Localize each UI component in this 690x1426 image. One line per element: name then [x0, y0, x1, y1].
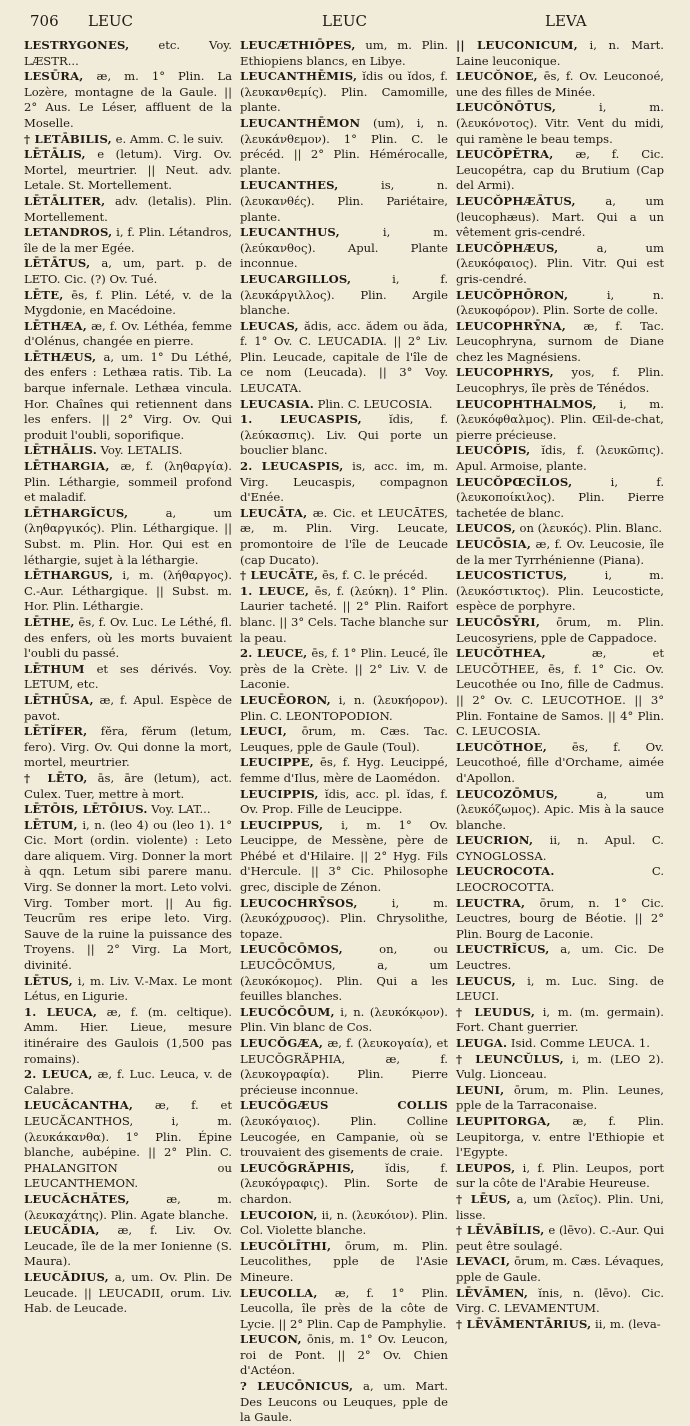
entry-headword: LEUCŎPHÆUS,	[456, 240, 559, 255]
entry-headword: LESŪRA,	[24, 69, 84, 84]
entry-headword: LEUCON,	[240, 1332, 302, 1347]
entry-definition: a, um. Mart. Des Leucons ou Leuques, pple de la Gaule.	[240, 1379, 448, 1425]
dictionary-entry	[240, 568, 448, 584]
entry-definition: Voy. LAT...	[147, 802, 211, 817]
entry-headword: † LĒVĀMENTĀRIUS,	[456, 1316, 592, 1331]
entry-definition: æ, f. (ληθαργία). Plin. Léthargie, sommeil profond et maladif.	[24, 459, 232, 505]
entry-definition: (um), i, n. (λευκάνθεμον). 1° Plin. C. le précéd. || 2° Plin. Hémérocalle, plante.	[240, 115, 448, 177]
entry-headword: LĒTĀLIS,	[24, 147, 86, 162]
dictionary-entry	[456, 1161, 664, 1192]
dictionary-entry	[24, 724, 232, 771]
entry-definition: i, n. Mart. Laine leuconique.	[456, 38, 664, 68]
entry-definition: Voy. LETALIS.	[96, 443, 183, 458]
dictionary-entry	[240, 272, 448, 319]
entry-definition: i, f. Plin. Leupos, port sur la côte de l'Arabie Heureuse.	[456, 1160, 664, 1191]
entry-definition: æ, f. Ov. Léthéa, femme d'Olénus, changée en pierre.	[24, 318, 232, 349]
entry-definition: ōnis, m. 1° Ov. Leucon, roi de Pont. || 2° Ov. Chien d'Actéon.	[240, 1332, 448, 1378]
entry-headword: LEUCIPPUS,	[240, 817, 324, 832]
dictionary-entry	[240, 1332, 448, 1379]
entry-headword: LEUCROCOTA.	[456, 864, 555, 879]
entry-headword: LEUCŎNOE,	[456, 69, 538, 84]
dictionary-entry	[456, 787, 664, 834]
entry-headword: LEUCANTHUS,	[240, 225, 340, 240]
entry-definition: æ. Cic. et LEUCĀTES, æ, m. Plin. Virg. Leucate, promontoire de l'île de Leucade (cap Ducato).	[240, 505, 448, 567]
entry-definition: yos, f. Plin. Leucophrys, île près de Ténédos.	[456, 365, 664, 396]
dictionary-entry	[24, 974, 232, 1005]
dictionary-entry	[456, 365, 664, 396]
entry-definition: æ, m. (λευκαχάτης). Plin. Agate blanche.	[24, 1191, 232, 1222]
entry-definition: ii, m. (leva-	[591, 1316, 661, 1331]
entry-headword: 1. LEUCE,	[240, 583, 310, 598]
entry-definition: (λευκόγαιος). Plin. Colline Leucogée, en Campanie, où se trouvaient des gisements de craie.	[240, 1113, 448, 1160]
dictionary-entry	[456, 646, 664, 740]
dictionary-entry	[456, 1317, 664, 1333]
entry-headword: 1. LEUCASPIS,	[240, 412, 362, 427]
entry-definition: is, acc. im, m. Virg. Leucaspis, compagnon d'Enée.	[240, 459, 448, 505]
entry-headword: LEUCŌCŌMOS,	[240, 942, 343, 957]
entry-headword: LEUCĂCANTHA,	[24, 1098, 134, 1113]
entry-definition: æ, f. Tac. Leucophryna, surnom de Diane chez les Magnésiens.	[456, 318, 664, 364]
entry-headword: LĒTĀTUS,	[24, 256, 91, 271]
dictionary-entry	[24, 225, 232, 256]
dictionary-entry	[456, 1005, 664, 1036]
entry-definition: ĭdis ou ĭdos, f. (λευκανθεμίς). Plin. Camomille, plante.	[240, 69, 448, 115]
columns	[24, 38, 672, 1425]
page-number: 706	[30, 12, 59, 30]
entry-headword: LEUCŌSȲRI,	[456, 614, 541, 629]
entry-definition: æ, f. Plin. Leupitorga, v. entre l'Ethiopie et l'Egypte.	[456, 1113, 664, 1160]
entry-headword: LEUCŎPHŌRON,	[456, 287, 569, 302]
dictionary-entry	[24, 319, 232, 350]
entry-headword: || LEUCONICUM,	[456, 38, 578, 52]
entry-headword: LEVACI,	[456, 1254, 511, 1269]
entry-headword: LEUCOPHRYS,	[456, 365, 554, 380]
entry-definition: ĭdis, f. (λευκῶπις). Apul. Armoise, plante.	[456, 443, 664, 474]
entry-headword: LEUCĀTA,	[240, 505, 308, 520]
entry-headword: LEUCŎGÆUS COLLIS	[240, 1098, 448, 1113]
entry-definition: ōrum, m. Plin. Leucolithes, pple de l'Asie Mineure.	[240, 1238, 448, 1284]
entry-definition: i, n. (λευκήορον). Plin. C. LEONTOPODION.	[240, 692, 448, 723]
dictionary-entry	[240, 412, 448, 459]
entry-headword: † LEUNCŬLUS,	[456, 1051, 564, 1066]
dictionary-entry	[456, 521, 664, 537]
entry-definition: adv. (letalis). Plin. Mortellement.	[24, 193, 232, 224]
entry-definition: ădis, acc. ădem ou ăda, f. 1° Ov. C. LEUCADIA. || 2° Liv. Plin. Leucade, capitale de l'île de ce nom (Leucada). || 3° Voy. LEUCATA.	[240, 318, 448, 396]
dictionary-entry	[456, 864, 664, 895]
entry-definition: ēs, f. (λεύκη). 1° Plin. Laurier tacheté. || 2° Plin. Raifort blanc. || 3° Cels. Tache blanche sur la peau.	[240, 583, 448, 645]
entry-headword: LĒTĬFER,	[24, 724, 88, 739]
entry-definition: e (letum). Virg. Ov. Mortel, meurtrier. || Neut. adv. Letale. St. Mortellement.	[24, 147, 232, 193]
entry-headword: LEUCOCHRȲSOS,	[240, 895, 358, 910]
dictionary-entry	[456, 288, 664, 319]
entry-definition: i, n. (λευκοφόρον). Plin. Sorte de colle.	[456, 287, 664, 318]
entry-definition: ōrum, m. Plin. Leucosyriens, pple de Cappadoce.	[456, 614, 664, 645]
entry-definition: Plin. C. LEUCOSIA.	[313, 396, 433, 411]
dictionary-entry	[24, 147, 232, 194]
dictionary-entry	[456, 1114, 664, 1161]
dictionary-entry	[456, 740, 664, 787]
entry-headword: LEUCŎPĔTRA,	[456, 147, 554, 162]
dictionary-entry	[24, 771, 232, 802]
dictionary-entry	[240, 693, 448, 724]
dictionary-entry	[456, 1052, 664, 1083]
dictionary-entry	[24, 568, 232, 615]
entry-definition: ii, n. (λευκόιον). Plin. Col. Violette blanche.	[240, 1207, 448, 1238]
dictionary-entry	[456, 537, 664, 568]
entry-definition: a, um (ληθαργικός). Plin. Léthargique. || Subst. m. Plin. Hor. Qui est en léthargie, sujet à la léthargie.	[24, 505, 232, 567]
dictionary-entry	[456, 1036, 664, 1052]
entry-definition: a, um. Ov. Plin. De Leucade. || LEUCADII, orum. Liv. Hab. de Leucade.	[24, 1269, 232, 1316]
entry-headword: LEUCAS,	[240, 318, 299, 333]
entry-definition: Isid. Comme LEUCA. 1.	[507, 1036, 650, 1050]
entry-definition: i, m. (λήθαργος). C.-Aur. Léthargique. || Subst. m. Hor. Plin. Léthargie.	[24, 568, 232, 614]
entry-definition: a, um. Cic. De Leuctres.	[456, 942, 664, 973]
entry-headword: LĒTHUM	[24, 661, 85, 676]
dictionary-entry	[24, 459, 232, 506]
entry-headword: LĒTHÆA,	[24, 318, 87, 333]
dictionary-entry	[240, 584, 448, 646]
dictionary-entry	[24, 288, 232, 319]
dictionary-entry	[24, 194, 232, 225]
entry-headword: LEUCUS,	[456, 973, 516, 988]
dictionary-entry	[24, 443, 232, 459]
dictionary-entry	[456, 974, 664, 1005]
entry-definition: et ses dérivés. Voy. LETUM, etc.	[24, 661, 232, 692]
entry-definition: ĭnis, n. (lēvo). Cic. Virg. C. LEVAMENTUM.	[456, 1285, 664, 1316]
entry-headword: LEUCTRĬCUS,	[456, 942, 550, 957]
entry-definition: i, m. 1° Ov. Leucippe, de Messène, père de Phébé et d'Hilaire. || 2° Hyg. Fils d'Hercule. || 3° Cic. Philosophe grec, disciple de Zénon.	[240, 817, 448, 895]
dictionary-entry	[456, 1286, 664, 1317]
entry-definition: ōrum, m. Cæs. Tac. Leuques, pple de Gaule (Toul).	[240, 724, 448, 754]
center-guide-word: LEUC	[322, 12, 368, 30]
entry-definition: ēs, f. Ov. Leucothoé, fille d'Orchame, aimée d'Apollon.	[456, 739, 664, 785]
entry-headword: LEUCOION,	[240, 1207, 318, 1222]
dictionary-entry	[456, 397, 664, 444]
dictionary-entry	[240, 1161, 448, 1208]
entry-headword: † LĒTO,	[24, 770, 88, 785]
dictionary-entry	[240, 38, 448, 69]
entry-headword: LEUCĂDIUS,	[24, 1269, 109, 1284]
entry-definition: ās, āre (letum), act. Culex. Tuer, mettre à mort.	[24, 770, 232, 801]
dictionary-entry	[24, 1067, 232, 1098]
entry-headword: LĒTŌIS, LĒTŌIUS.	[24, 802, 148, 817]
entry-headword: LEUPITORGA,	[456, 1113, 551, 1128]
entry-definition: a, um. 1° Du Léthé, des enfers : Lethæa ratis. Tib. La barque infernale. Lethæa vincula. Hor. Chaînes qui retiennent dans les enfers. || 2° Virg. Ov. Qui produit l'oubli, soporifique.	[24, 349, 232, 442]
entry-definition: æ, f. (m. celtique). Amm. Hier. Lieue, mesure itinéraire des Gaulois (1,500 pas romains).	[24, 1004, 232, 1066]
entry-headword: LEUCŎLĪTHI,	[240, 1238, 332, 1253]
entry-headword: LĒTHŪSA,	[24, 692, 94, 707]
entry-definition: e. Amm. C. le suiv.	[111, 131, 224, 146]
entry-definition: i, n. (λευκόκῳον). Plin. Vin blanc de Cos.	[240, 1004, 448, 1035]
entry-headword: LEUCTRA,	[456, 895, 526, 910]
dictionary-entry	[240, 459, 448, 506]
entry-headword: † LEUCĀTE,	[240, 568, 319, 583]
dictionary-entry	[456, 319, 664, 366]
entry-headword: † LEUDUS,	[456, 1004, 536, 1019]
entry-definition: i, n. (leo 4) ou (leo 1). 1° Cic. Mort (ordin. violente) : Leto dare aliquem. Virg. Donner la mort à qqn. Letum sibi parere manu. Virg. Se donner la mort. Leto volvi. Virg. Tomber mort. || Au fig. Teucrūm res eripe leto. Virg. Sauve de la ruine la puissance des Troyens. || 2° Virg. La Mort, divinité.	[24, 817, 232, 973]
entry-headword: LEUNI,	[456, 1082, 505, 1097]
dictionary-entry	[240, 1239, 448, 1286]
entry-definition: ōrum, n. 1° Cic. Leuctres, bourg de Béotie. || 2° Plin. Bourg de Laconie.	[456, 895, 664, 941]
entry-headword: LEUCŎTHEA,	[456, 646, 546, 661]
dictionary-entry	[24, 1005, 232, 1067]
dictionary-entry	[24, 1192, 232, 1223]
dictionary-entry	[240, 896, 448, 943]
entry-headword: LĒTUS,	[24, 973, 73, 988]
entry-headword: LEUCANTHĒMON	[240, 115, 361, 130]
dictionary-entry	[240, 942, 448, 1004]
entry-definition: ēs, f. C. le précéd.	[318, 568, 428, 583]
dictionary-entry	[24, 615, 232, 662]
entry-headword: ? LEUCŌNICUS,	[240, 1379, 354, 1394]
entry-headword: LEUCOZŌMUS,	[456, 786, 559, 801]
entry-headword: LEUCOPHRȲNA,	[456, 318, 567, 333]
dictionary-entry	[24, 506, 232, 568]
dictionary-entry	[24, 350, 232, 444]
entry-definition: ēs, f. Ov. Leuconoé, une des filles de Minée.	[456, 69, 664, 99]
entry-headword: LEUCOSTICTUS,	[456, 568, 568, 583]
dictionary-entry	[24, 802, 232, 818]
right-guide-word: LEVA	[545, 12, 587, 30]
entry-headword: LEUCŎPIS,	[456, 443, 531, 458]
entry-headword: LEUCŎPŒCĬLOS,	[456, 474, 573, 489]
entry-definition: i, m. (λεύκανθος). Apul. Plante inconnue.	[240, 225, 448, 271]
entry-definition: ēs, f. Plin. Lété, v. de la Mygdonie, en Macédoine.	[24, 287, 232, 318]
entry-definition: i, f. (λευκάργιλλος). Plin. Argile blanche.	[240, 271, 448, 318]
dictionary-entry	[240, 1286, 448, 1333]
column-right	[456, 38, 664, 1331]
entry-definition: i, f. Plin. Létandros, île de la mer Egée.	[24, 225, 232, 255]
dictionary-entry	[456, 1223, 664, 1254]
dictionary-entry	[24, 662, 232, 693]
entry-definition: on (λευκός). Plin. Blanc.	[515, 521, 663, 536]
running-header	[0, 12, 690, 34]
dictionary-entry	[456, 475, 664, 522]
dictionary-entry	[240, 178, 448, 225]
dictionary-entry	[456, 147, 664, 194]
entry-headword: LEUCŎGÆA,	[240, 1036, 324, 1050]
entry-definition: a, um (λευκόφαιος). Plin. Vitr. Qui est gris-cendré.	[456, 240, 664, 286]
dictionary-entry	[240, 1036, 448, 1098]
entry-headword: LEUGA.	[456, 1036, 508, 1050]
left-guide-word: LEUC	[88, 12, 134, 30]
column-left	[24, 38, 232, 1316]
entry-headword: † LĒUS,	[456, 1191, 511, 1206]
dictionary-entry	[456, 38, 664, 69]
entry-definition: a, um (λεῖος). Plin. Uni, lisse.	[456, 1191, 664, 1222]
entry-definition: æ, f. Apul. Espèce de pavot.	[24, 692, 232, 723]
entry-definition: i, m. Liv. V.-Max. Le mont Létus, en Ligurie.	[24, 973, 232, 1004]
entry-headword: LEUCARGILLOS,	[240, 271, 352, 286]
entry-definition: æ, f. Luc. Leuca, v. de Calabre.	[24, 1067, 232, 1097]
dictionary-entry	[456, 69, 664, 100]
dictionary-entry	[240, 646, 448, 693]
entry-definition: æ, f. 1° Plin. Leucolla, île près de la côte de Lycie. || 2° Plin. Cap de Pamphylie.	[240, 1285, 448, 1331]
dictionary-entry	[24, 256, 232, 287]
dictionary-entry	[24, 1270, 232, 1317]
entry-definition: æ, et LEUCŎTHEE, ēs, f. 1° Cic. Ov. Leucothée ou Ino, fille de Cadmus. || 2° Ov. C. LEUCOTHOE. || 3° Plin. Fontaine de Samos. || 4° Plin. C. LEUCOSIA.	[456, 646, 664, 739]
entry-definition: i, m. (λευκόχρυσος). Plin. Chrysolithe, topaze.	[240, 895, 448, 941]
entry-definition: ĭdis, f. (λευκόγραφις). Plin. Sorte de chardon.	[240, 1160, 448, 1206]
entry-headword: LEUCĒORON,	[240, 692, 331, 707]
dictionary-entry	[240, 69, 448, 116]
entry-definition: fĕra, fĕrum (letum, fero). Virg. Ov. Qui donne la mort, mortel, meurtrier.	[24, 724, 232, 770]
entry-headword: LEUCŌSIA,	[456, 537, 532, 551]
entry-definition: e (lēvo). C.-Aur. Qui peut être soulagé.	[456, 1223, 664, 1253]
entry-definition: æ, f. Cic. Leucopétra, cap du Brutium (Cap del Armi).	[456, 147, 664, 193]
entry-headword: LESTRYGONES,	[24, 38, 130, 52]
entry-headword: LETANDROS,	[24, 225, 113, 240]
dictionary-entry	[240, 818, 448, 896]
dictionary-entry	[240, 724, 448, 755]
entry-headword: 2. LEUCA,	[24, 1067, 93, 1082]
entry-headword: LEUCĂCHĀTES,	[24, 1191, 130, 1206]
entry-headword: LĒVĀMEN,	[456, 1285, 529, 1300]
entry-definition: a, um (λευκόζωμος). Apic. Mis à la sauce blanche.	[456, 786, 664, 832]
dictionary-entry	[240, 319, 448, 397]
entry-headword: LĒTHARGUS,	[24, 568, 114, 583]
entry-definition: i, m. (m. germain). Fort. Chant guerrier.	[456, 1004, 664, 1035]
dictionary-entry	[456, 942, 664, 973]
dictionary-entry	[24, 1098, 232, 1192]
dictionary-entry	[456, 100, 664, 147]
dictionary-entry	[456, 1192, 664, 1223]
entry-headword: LEUCI,	[240, 724, 287, 739]
entry-definition: æ, m. 1° Plin. La Lozère, montagne de la Gaule. || 2° Aus. Le Léser, affluent de la Moselle.	[24, 69, 232, 130]
dictionary-entry	[456, 896, 664, 943]
dictionary-entry	[240, 1208, 448, 1239]
entry-headword: LEUCŎTHOE,	[456, 739, 547, 754]
entry-definition: i, m. (LEO 2). Vulg. Lionceau.	[456, 1051, 664, 1082]
entry-headword: 2. LEUCASPIS,	[240, 459, 344, 474]
dictionary-entry	[456, 568, 664, 615]
entry-definition: ēs, f. Ov. Luc. Le Léthé, fl. des enfers, où les morts buvaient l'oubli du passé.	[24, 614, 232, 661]
entry-definition: ĭdis, acc. pl. ĭdas, f. Ov. Prop. Fille de Leucippe.	[240, 786, 448, 817]
dictionary-entry	[456, 1254, 664, 1285]
dictionary-entry	[24, 818, 232, 974]
entry-headword: LEUCOLLA,	[240, 1285, 318, 1300]
dictionary-entry	[240, 1098, 448, 1160]
dictionary-entry	[240, 787, 448, 818]
entry-definition: æ, f. et LEUCĂCANTHOS, i, m. (λευκάκανθα). 1° Plin. Épine blanche, aubépine. || 2° Plin. C. PHALANGITON ou LEUCANTHEMON.	[24, 1098, 232, 1191]
entry-headword: LĒTHARGIA,	[24, 459, 110, 474]
dictionary-entry	[24, 132, 232, 148]
dictionary-entry	[240, 1379, 448, 1426]
entry-definition: i, m. Luc. Sing. de LEUCI.	[456, 973, 664, 1004]
entry-definition: ii, n. Apul. C. CYNOGLOSSA.	[456, 833, 664, 863]
entry-headword: LĒTHE,	[24, 614, 75, 629]
entry-headword: LĒTE,	[24, 287, 64, 302]
entry-definition: i, m. (λευκόφθαλμος). Plin. Œil-de-chat, pierre précieuse.	[456, 396, 664, 442]
entry-headword: LEUCÆTHIŌPES,	[240, 38, 356, 52]
entry-headword: LEUCASIA.	[240, 396, 314, 411]
entry-headword: LĒTHÆUS,	[24, 349, 97, 364]
entry-definition: ēs, f. 1° Plin. Leucé, île près de la Crète. || 2° Liv. V. de Laconie.	[240, 646, 449, 692]
entry-headword: LEUCOS,	[456, 521, 516, 536]
entry-definition: ōrum, m. Cæs. Lévaques, pple de Gaule.	[456, 1254, 664, 1284]
entry-headword: † LĒVĀBĬLIS,	[456, 1223, 545, 1238]
entry-definition: i, f. (λευκοποίκιλος). Plin. Pierre tachetée de blanc.	[456, 474, 664, 520]
entry-headword: LEUCĂDIA,	[24, 1223, 100, 1238]
entry-definition: æ, f. Ov. Leucosie, île de la mer Tyrrhénienne (Piana).	[456, 537, 664, 567]
entry-headword: LEUCŎPHÆĀTUS,	[456, 193, 576, 208]
dictionary-entry	[456, 194, 664, 241]
entry-headword: LĒTUM,	[24, 817, 78, 832]
entry-headword: LEUCRION,	[456, 833, 534, 848]
entry-definition: æ, f. (λευκογαία), et LEUCŎGRĂPHIA, æ, f. (λευκογραφία). Plin. Pierre précieuse inconnue.	[240, 1036, 448, 1097]
entry-definition: ēs, f. Hyg. Leucippé, femme d'Ilus, mère de Laomédon.	[240, 755, 448, 785]
entry-definition: a, um, part. p. de LETO. Cic. (?) Ov. Tué.	[24, 256, 232, 286]
entry-definition: i, m. (λευκόνοτος). Vitr. Vent du midi, qui ramène le beau temps.	[456, 100, 664, 146]
dictionary-entry	[24, 69, 232, 131]
entry-definition: C. LEOCROCOTTA.	[456, 864, 664, 895]
dictionary-entry	[240, 506, 448, 568]
dictionary-entry	[456, 443, 664, 474]
dictionary-entry	[456, 1083, 664, 1114]
dictionary-entry	[240, 225, 448, 272]
dictionary-entry	[456, 241, 664, 288]
entry-headword: LEUCANTHES,	[240, 178, 339, 193]
dictionary-entry	[24, 1223, 232, 1270]
entry-definition: i, m. (λευκόστικτος). Plin. Leucosticte, espèce de porphyre.	[456, 568, 664, 614]
dictionary-entry	[240, 755, 448, 786]
entry-headword: LEUCIPPE,	[240, 755, 314, 770]
entry-definition: etc. Voy. LÆSTR...	[24, 38, 232, 68]
entry-headword: LEUCIPPIS,	[240, 786, 319, 801]
entry-headword: LĒTHĀLIS.	[24, 443, 97, 458]
dictionary-entry	[240, 116, 448, 178]
entry-headword: LEUCOPHTHALMOS,	[456, 396, 597, 411]
entry-headword: LEUPOS,	[456, 1160, 516, 1175]
entry-headword: LEUCANTHĒMIS,	[240, 69, 358, 84]
entry-headword: LEUCŎNŌTUS,	[456, 100, 557, 115]
entry-headword: † LETĀBILIS,	[24, 131, 112, 146]
entry-definition: ĭdis, f. (λεύκασπις). Liv. Qui porte un bouclier blanc.	[240, 412, 449, 458]
dictionary-entry	[24, 38, 232, 69]
entry-headword: LEUCŎCŌUM,	[240, 1004, 335, 1019]
column-middle	[240, 38, 449, 1425]
dictionary-entry	[456, 615, 664, 646]
dictionary-entry	[240, 1005, 448, 1036]
entry-definition: on, ou LEUCŌCŌMUS, a, um (λευκόκομος). Plin. Qui a les feuilles blanches.	[240, 942, 448, 1004]
dictionary-entry	[240, 397, 448, 413]
entry-headword: 2. LEUCE,	[240, 646, 308, 661]
entry-definition: æ, f. Liv. Ov. Leucade, île de la mer Ionienne (S. Maura).	[24, 1223, 232, 1269]
entry-definition: a, um (leucophæus). Mart. Qui a un vêtement gris-cendré.	[456, 193, 664, 240]
dictionary-entry	[456, 833, 664, 864]
entry-headword: LĒTĀLITER,	[24, 193, 106, 208]
entry-headword: 1. LEUCA,	[24, 1004, 98, 1019]
entry-headword: LĒTHARGĬCUS,	[24, 505, 129, 520]
dictionary-entry	[24, 693, 232, 724]
entry-headword: LEUCŎGRĂPHIS,	[240, 1160, 355, 1175]
entry-definition: um, m. Plin. Ethiopiens blancs, en Libye.	[240, 38, 448, 68]
entry-definition: is, n. (λευκανθές). Plin. Pariétaire, plante.	[240, 178, 448, 224]
entry-definition: ōrum, m. Plin. Leunes, pple de la Tarraconaise.	[456, 1082, 664, 1113]
